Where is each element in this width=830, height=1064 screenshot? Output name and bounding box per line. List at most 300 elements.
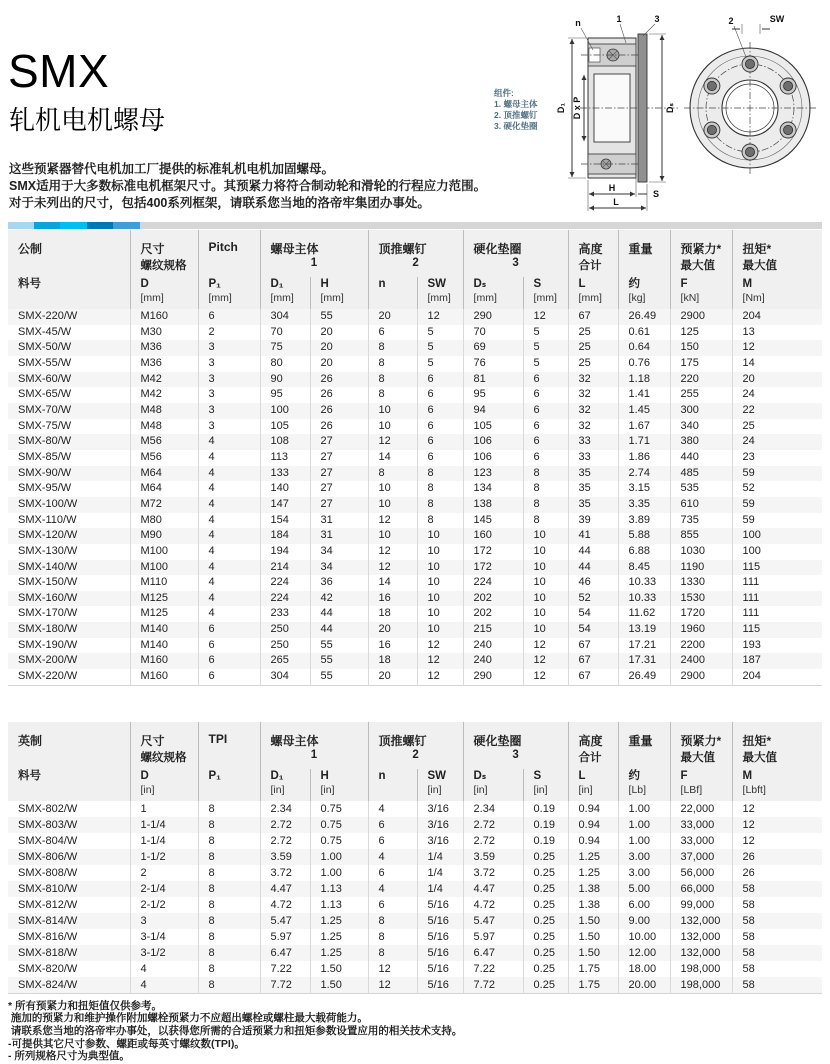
cell: 123 xyxy=(463,466,523,482)
cell: 1.86 xyxy=(618,450,670,466)
cell: 6.47 xyxy=(463,945,523,961)
cell: 18.00 xyxy=(618,961,670,977)
col-weight: 约 [kg] xyxy=(618,277,670,309)
col-part-number: 料号 xyxy=(18,278,41,290)
cell: 26 xyxy=(310,372,368,388)
cell: 36 xyxy=(310,575,368,591)
cell: SMX-45/W xyxy=(18,325,72,338)
metric-table-header xyxy=(8,230,822,309)
cell: M140 xyxy=(130,622,198,638)
cell: M160 xyxy=(130,653,198,669)
sub-item-2: 2 xyxy=(368,749,463,769)
cell: 265 xyxy=(260,653,310,669)
cell: 1/4 xyxy=(417,849,463,865)
cell: 1-1/4 xyxy=(130,833,198,849)
cell: 35 xyxy=(568,466,618,482)
cell: 138 xyxy=(463,497,523,513)
col-group-hardened-washer: 硬化垫圈 xyxy=(463,722,568,749)
cell: 55 xyxy=(310,669,368,685)
cell: 42 xyxy=(310,591,368,607)
cell: 1.25 xyxy=(310,913,368,929)
cell: 8 xyxy=(198,977,260,994)
cell: 1-1/2 xyxy=(130,849,198,865)
cell: 80 xyxy=(260,356,310,372)
cell: 106 xyxy=(463,450,523,466)
cell: 3.59 xyxy=(463,849,523,865)
cell: 52 xyxy=(732,481,822,497)
cell: M100 xyxy=(130,544,198,560)
col-l: L [in] xyxy=(568,769,618,801)
table-row xyxy=(8,325,822,341)
cell: SMX-816/W xyxy=(18,930,78,943)
cell: 0.25 xyxy=(523,881,568,897)
cell: 4.72 xyxy=(463,897,523,913)
brand-bar-segment xyxy=(113,222,140,229)
cell: 8 xyxy=(198,897,260,913)
col-weight: 约 [Lb] xyxy=(618,769,670,801)
cell: 55 xyxy=(310,638,368,654)
cell: 46 xyxy=(568,575,618,591)
col-ds: Dₛ [mm] xyxy=(463,277,523,309)
cell: 290 xyxy=(463,669,523,685)
cell: 0.94 xyxy=(568,833,618,849)
cell: 111 xyxy=(732,591,822,607)
cell: 12 xyxy=(523,669,568,685)
cell: 1.50 xyxy=(310,977,368,994)
cell: 8 xyxy=(368,913,417,929)
cell: 5.47 xyxy=(260,913,310,929)
cell: 0.25 xyxy=(523,897,568,913)
cell: 59 xyxy=(732,513,822,529)
col-d: D [in] xyxy=(130,769,198,801)
page-title: SMX xyxy=(8,45,110,97)
cell: 12 xyxy=(368,977,417,994)
cell: 8 xyxy=(417,513,463,529)
cell: 4 xyxy=(198,466,260,482)
cell: SMX-818/W xyxy=(18,946,78,959)
cell: 6 xyxy=(198,622,260,638)
cell: 8.45 xyxy=(618,560,670,576)
cell: 1030 xyxy=(670,544,732,560)
col-group-preload: 预紧力* xyxy=(670,230,732,257)
cell: 6 xyxy=(523,419,568,435)
cell: 23 xyxy=(732,450,822,466)
cell: 66,000 xyxy=(670,881,732,897)
cell: 380 xyxy=(670,434,732,450)
cell: 26.49 xyxy=(618,309,670,325)
cell: 0.19 xyxy=(523,833,568,849)
cell: M36 xyxy=(130,356,198,372)
cell: 7.72 xyxy=(463,977,523,994)
cell: 6 xyxy=(523,434,568,450)
cell: 3 xyxy=(198,419,260,435)
col-f: F [kN] xyxy=(670,277,732,309)
col-h: H [mm] xyxy=(310,277,368,309)
cell: 6 xyxy=(198,309,260,325)
cell: 106 xyxy=(463,434,523,450)
cell: 4 xyxy=(198,528,260,544)
cell: 32 xyxy=(568,419,618,435)
cell: 1.50 xyxy=(568,945,618,961)
col-group-jack-screws: 顶推螺钉 xyxy=(368,722,463,749)
cell: 3.35 xyxy=(618,497,670,513)
cell: 67 xyxy=(568,669,618,685)
sub-item-3: 3 xyxy=(463,257,568,277)
cell: 4.72 xyxy=(260,897,310,913)
cell: 70 xyxy=(260,325,310,341)
col-f: F [LBf] xyxy=(670,769,732,801)
cell: 0.25 xyxy=(523,977,568,994)
cell: 204 xyxy=(732,669,822,685)
cell: 12 xyxy=(368,961,417,977)
cell: 4.47 xyxy=(260,881,310,897)
cell: 6 xyxy=(417,387,463,403)
cell: 8 xyxy=(198,945,260,961)
cell: 111 xyxy=(732,575,822,591)
cell: M48 xyxy=(130,403,198,419)
cell: 2.34 xyxy=(463,801,523,817)
cell: 172 xyxy=(463,544,523,560)
col-group-torque: 扭矩* xyxy=(732,722,822,749)
table-row xyxy=(8,544,822,560)
cell: 10 xyxy=(368,528,417,544)
cell: 6 xyxy=(198,669,260,685)
cell: SMX-90/W xyxy=(18,466,72,479)
cell: 184 xyxy=(260,528,310,544)
cell: 250 xyxy=(260,622,310,638)
cell: 35 xyxy=(568,481,618,497)
cell: M125 xyxy=(130,606,198,622)
cell: 7.22 xyxy=(463,961,523,977)
cell: 0.75 xyxy=(310,801,368,817)
cell: 5 xyxy=(417,356,463,372)
cell: SMX-65/W xyxy=(18,388,72,401)
cell: M140 xyxy=(130,638,198,654)
sub-total: 合计 xyxy=(568,749,618,769)
cell: 6.00 xyxy=(618,897,670,913)
cell: 12 xyxy=(417,669,463,685)
cell: 224 xyxy=(260,591,310,607)
cell: 5/16 xyxy=(417,961,463,977)
cell: 4 xyxy=(198,497,260,513)
col-group-jack-screws: 顶推螺钉 xyxy=(368,230,463,257)
cell: 1.50 xyxy=(568,929,618,945)
cell: 140 xyxy=(260,481,310,497)
dim-l-label: L xyxy=(613,197,619,207)
cell: 24 xyxy=(732,434,822,450)
cell: 6.47 xyxy=(260,945,310,961)
cell: 132,000 xyxy=(670,945,732,961)
cell: 20 xyxy=(310,340,368,356)
cell: 0.94 xyxy=(568,817,618,833)
cell: 27 xyxy=(310,434,368,450)
cell: 76 xyxy=(463,356,523,372)
cell: 4 xyxy=(198,591,260,607)
dim-h-label: H xyxy=(608,183,616,193)
cell: 4 xyxy=(368,801,417,817)
cell: 58 xyxy=(732,913,822,929)
cell: 5.88 xyxy=(618,528,670,544)
table-row xyxy=(8,372,822,388)
cell: 1.50 xyxy=(310,961,368,977)
cell: 10 xyxy=(417,606,463,622)
table-row xyxy=(8,833,822,849)
cell: 154 xyxy=(260,513,310,529)
cell: 20 xyxy=(368,309,417,325)
cell: 3-1/2 xyxy=(130,945,198,961)
cell: 26 xyxy=(732,849,822,865)
cell: 20.00 xyxy=(618,977,670,994)
cell: M160 xyxy=(130,669,198,685)
cell: 81 xyxy=(463,372,523,388)
cell: 1/4 xyxy=(417,881,463,897)
footnote-line: 施加的预紧力和维护操作附加螺栓预紧力不应超出螺栓或螺柱最大载荷能力。 xyxy=(8,1012,368,1025)
cell: SMX-85/W xyxy=(18,450,72,463)
cell: 37,000 xyxy=(670,849,732,865)
cell: 4 xyxy=(198,450,260,466)
cell: 1190 xyxy=(670,560,732,576)
cell: 3-1/4 xyxy=(130,929,198,945)
cell: 14 xyxy=(368,450,417,466)
cell: 132,000 xyxy=(670,929,732,945)
cell: 3/16 xyxy=(417,817,463,833)
cell: 59 xyxy=(732,497,822,513)
cell: SMX-50/W xyxy=(18,341,72,354)
cell: 1.50 xyxy=(568,913,618,929)
cell: 6 xyxy=(368,817,417,833)
cell: 25 xyxy=(568,356,618,372)
cell: 12 xyxy=(417,653,463,669)
footnote-line: 请联系您当地的洛帝牢办事处，以获得您所需的合适预紧力和扭矩参数设置应用的相关技术支持。 xyxy=(8,1024,463,1037)
table-row xyxy=(8,881,822,897)
cell: 215 xyxy=(463,622,523,638)
cell: M90 xyxy=(130,528,198,544)
cell: 58 xyxy=(732,929,822,945)
cell: 3 xyxy=(198,403,260,419)
cell: M30 xyxy=(130,325,198,341)
cell: 3 xyxy=(198,356,260,372)
callout-2-label: 2 xyxy=(728,16,734,26)
cell: 7.72 xyxy=(260,977,310,994)
legend-item: 1. 螺母主体 xyxy=(494,99,538,109)
cell: 2400 xyxy=(670,653,732,669)
col-d1: D₁ [in] xyxy=(260,769,310,801)
cell: 26 xyxy=(310,419,368,435)
cell: 13 xyxy=(732,325,822,341)
cell: 44 xyxy=(310,622,368,638)
cell: 32 xyxy=(568,372,618,388)
cell: 6 xyxy=(368,897,417,913)
cell: 224 xyxy=(463,575,523,591)
cell: 8 xyxy=(198,881,260,897)
table-row xyxy=(8,387,822,403)
cell: 67 xyxy=(568,309,618,325)
cell: M56 xyxy=(130,434,198,450)
table-row xyxy=(8,560,822,576)
table-row xyxy=(8,606,822,622)
cell: 4 xyxy=(198,434,260,450)
cell: 4 xyxy=(198,544,260,560)
cell: 12 xyxy=(732,833,822,849)
cell: 202 xyxy=(463,606,523,622)
cell: 22,000 xyxy=(670,801,732,817)
cell: 95 xyxy=(463,387,523,403)
cell: 3 xyxy=(198,340,260,356)
cell: SMX-170/W xyxy=(18,607,78,620)
footnote-line: * 所有预紧力和扭矩值仅供参考。 xyxy=(8,999,163,1012)
dim-s-label: S xyxy=(652,189,660,199)
cell: 10 xyxy=(523,606,568,622)
table-row xyxy=(8,801,822,817)
imperial-table-body xyxy=(8,801,822,994)
cell: 0.25 xyxy=(523,913,568,929)
cell: 113 xyxy=(260,450,310,466)
cell: 26.49 xyxy=(618,669,670,685)
cell: 10 xyxy=(368,481,417,497)
table-row xyxy=(8,961,822,977)
table-row xyxy=(8,356,822,372)
cell: 3 xyxy=(130,913,198,929)
cell: 27 xyxy=(310,466,368,482)
cell: 6 xyxy=(417,372,463,388)
table-row xyxy=(8,528,822,544)
cell: M160 xyxy=(130,309,198,325)
cell: 32 xyxy=(568,387,618,403)
cell: 10 xyxy=(368,419,417,435)
cell: 1530 xyxy=(670,591,732,607)
cell: 440 xyxy=(670,450,732,466)
table-row xyxy=(8,913,822,929)
cell: 69 xyxy=(463,340,523,356)
table-row xyxy=(8,403,822,419)
cell: M125 xyxy=(130,591,198,607)
table-row xyxy=(8,865,822,881)
cell: 8 xyxy=(198,961,260,977)
cell: 18 xyxy=(368,653,417,669)
cell: SMX-120/W xyxy=(18,529,78,542)
dim-sw-label: SW xyxy=(769,14,785,24)
cell: 8 xyxy=(198,817,260,833)
cell: 340 xyxy=(670,419,732,435)
cell: 1.00 xyxy=(310,865,368,881)
table-row xyxy=(8,466,822,482)
cell: 5/16 xyxy=(417,945,463,961)
cell: 2-1/2 xyxy=(130,897,198,913)
cell: 150 xyxy=(670,340,732,356)
col-part-number: 料号 xyxy=(18,769,41,782)
cell: 6 xyxy=(523,372,568,388)
cell: 8 xyxy=(368,466,417,482)
cell: 3.89 xyxy=(618,513,670,529)
cell: 5 xyxy=(417,325,463,341)
cell: 33,000 xyxy=(670,817,732,833)
cell: 67 xyxy=(568,653,618,669)
cell: 1.00 xyxy=(618,801,670,817)
cell: 2.34 xyxy=(260,801,310,817)
col-m: M [Lbft] xyxy=(732,769,822,801)
cell: 6 xyxy=(198,638,260,654)
cell: 10 xyxy=(417,591,463,607)
cell: 1.25 xyxy=(568,849,618,865)
cell: 20 xyxy=(368,669,417,685)
cell: SMX-60/W xyxy=(18,372,72,385)
cell: 1.00 xyxy=(618,817,670,833)
col-group-hardened-washer: 硬化垫圈 xyxy=(463,230,568,257)
col-group-pitch: Pitch xyxy=(198,230,260,257)
cell: 10 xyxy=(417,575,463,591)
cell: 0.75 xyxy=(310,833,368,849)
cell: 6 xyxy=(523,403,568,419)
cell: 220 xyxy=(670,372,732,388)
cell: 3.72 xyxy=(463,865,523,881)
cell: M110 xyxy=(130,575,198,591)
cell: 172 xyxy=(463,560,523,576)
cell: 8 xyxy=(417,497,463,513)
cell: 145 xyxy=(463,513,523,529)
cell: 10 xyxy=(417,560,463,576)
cell: 125 xyxy=(670,325,732,341)
cell: 147 xyxy=(260,497,310,513)
cell: 10 xyxy=(368,497,417,513)
cell: 10 xyxy=(523,560,568,576)
col-group-torque: 扭矩* xyxy=(732,230,822,257)
cell: 0.64 xyxy=(618,340,670,356)
cell: 10 xyxy=(523,591,568,607)
table-row xyxy=(8,481,822,497)
cell: 3/16 xyxy=(417,833,463,849)
cell: 8 xyxy=(198,849,260,865)
cell: 25 xyxy=(732,419,822,435)
cell: 55 xyxy=(310,653,368,669)
cell: 6 xyxy=(417,450,463,466)
cell: 250 xyxy=(260,638,310,654)
cell: 25 xyxy=(568,340,618,356)
col-sw: SW [mm] xyxy=(417,277,463,309)
cell: SMX-180/W xyxy=(18,623,78,636)
cell: 4 xyxy=(130,977,198,994)
technical-drawing xyxy=(488,8,826,218)
imperial-table-header xyxy=(8,722,822,801)
table-row xyxy=(8,638,822,654)
cell: 115 xyxy=(732,622,822,638)
cell: 2.72 xyxy=(463,817,523,833)
cell: 12 xyxy=(368,513,417,529)
cell: 20 xyxy=(732,372,822,388)
cell: 1/4 xyxy=(417,865,463,881)
callout-1-label: 1 xyxy=(616,14,622,24)
cell: 4.47 xyxy=(463,881,523,897)
cell: 95 xyxy=(260,387,310,403)
cell: SMX-200/W xyxy=(18,654,78,667)
cell: 8 xyxy=(523,513,568,529)
cell: 75 xyxy=(260,340,310,356)
cell: 4 xyxy=(198,560,260,576)
cell: SMX-110/W xyxy=(18,513,77,526)
brand-bar-segment xyxy=(140,222,822,229)
cell: 0.25 xyxy=(523,929,568,945)
col-m: M [Nm] xyxy=(732,277,822,309)
col-group-height: 高度 xyxy=(568,722,618,749)
cell: 233 xyxy=(260,606,310,622)
cell: 5/16 xyxy=(417,897,463,913)
cell: 1.75 xyxy=(568,977,618,994)
col-group-system: 公制 xyxy=(18,242,43,256)
cell: 0.25 xyxy=(523,945,568,961)
col-group-preload: 预紧力* xyxy=(670,722,732,749)
legend-item: 3. 硬化垫圈 xyxy=(494,121,538,131)
cell: 27 xyxy=(310,481,368,497)
col-s: S [in] xyxy=(523,769,568,801)
